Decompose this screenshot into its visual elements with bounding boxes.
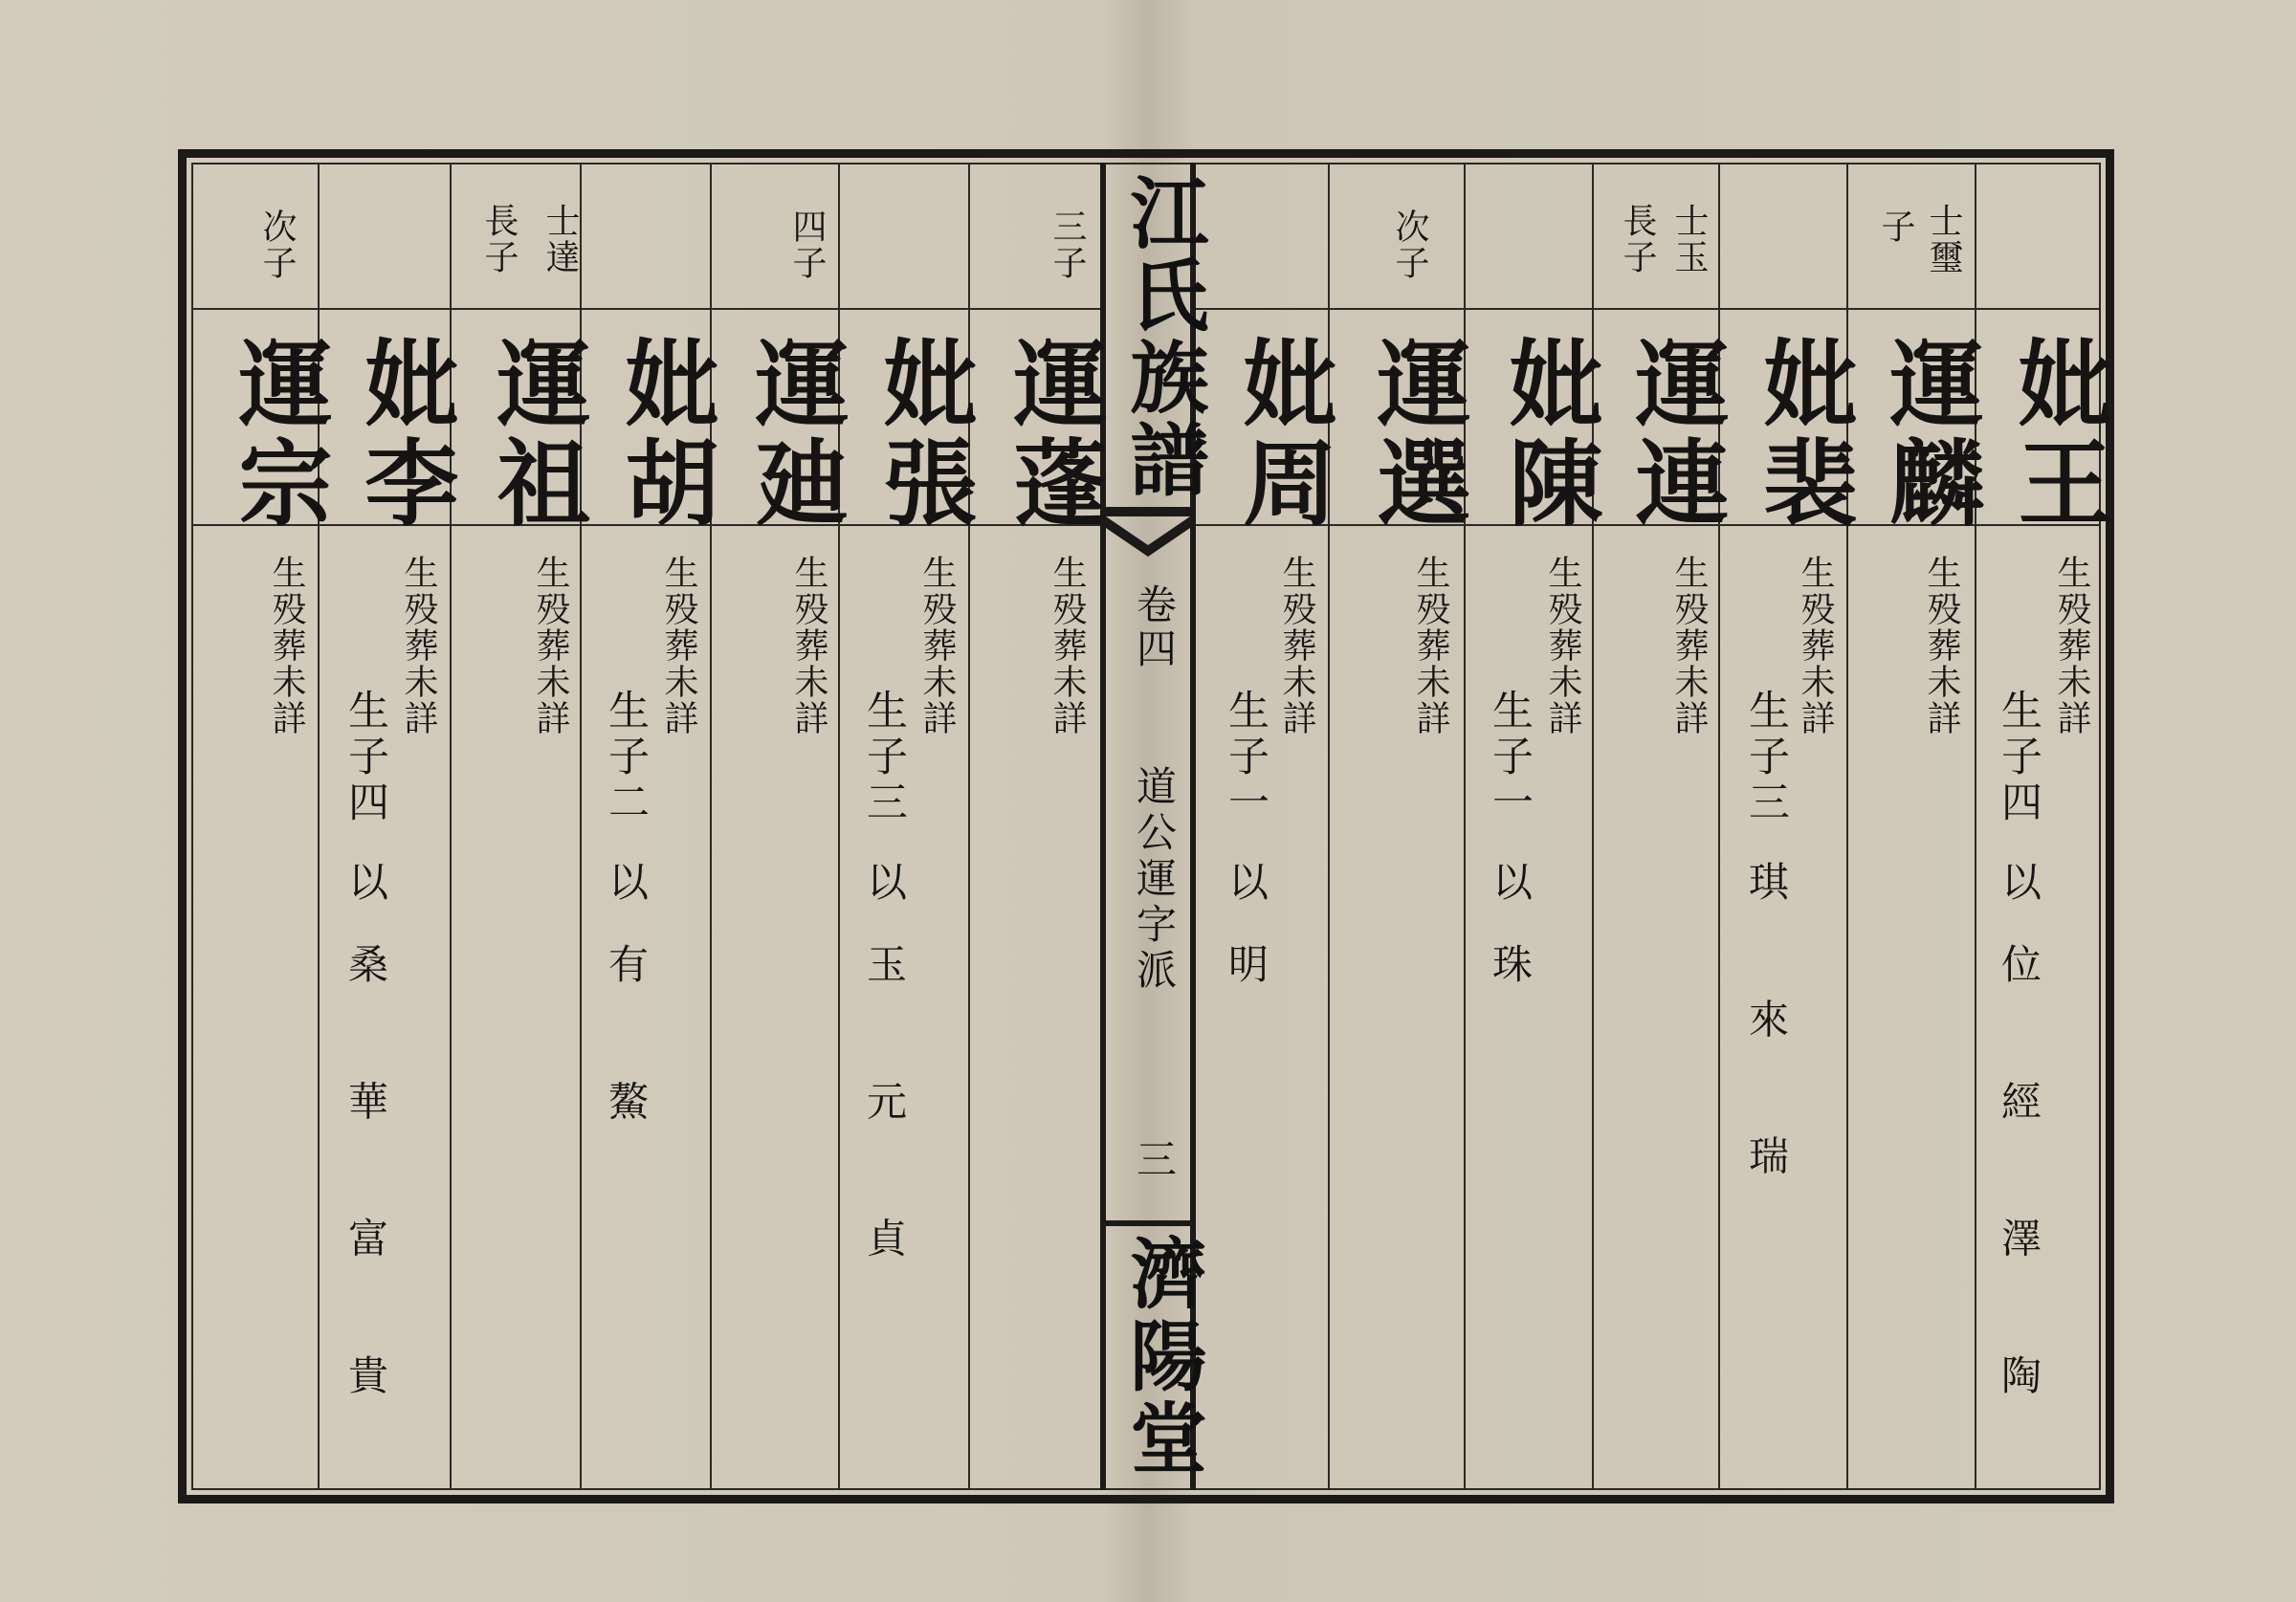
volume-label: 卷四 xyxy=(1131,583,1178,671)
relation: 次子 xyxy=(1390,208,1429,281)
spouse-name: 妣陳 xyxy=(1493,335,1603,534)
son-count: 生子三 xyxy=(1742,689,1790,826)
life-record: 生殁葬未詳 xyxy=(1277,555,1316,736)
relation: 長子 xyxy=(479,203,519,275)
spouse-name: 妣裴 xyxy=(1748,335,1858,534)
son-names: 以位 經 澤 陶 xyxy=(1996,861,2042,1437)
life-record: 生殁葬未詳 xyxy=(531,555,570,736)
spouse-name: 妣胡 xyxy=(609,335,719,534)
hall-name: 濟陽堂 xyxy=(1117,1234,1207,1481)
person-name: 運連 xyxy=(1620,335,1730,534)
hall-rule xyxy=(1100,1220,1196,1226)
son-count: 生子四 xyxy=(1995,689,2042,826)
relation: 次子 xyxy=(257,208,297,281)
person-name: 運麟 xyxy=(1874,335,1984,534)
life-record: 生殁葬未詳 xyxy=(1922,555,1961,736)
person-name: 運宗 xyxy=(223,335,333,534)
son-count: 生子一 xyxy=(1222,689,1269,826)
life-record: 生殁葬未詳 xyxy=(1048,555,1087,736)
book-title: 江氏族譜 xyxy=(1117,172,1209,501)
person-name: 運廸 xyxy=(740,335,850,534)
relation: 三子 xyxy=(1048,208,1087,281)
father-name: 士璽 xyxy=(1924,203,1963,275)
life-record: 生殁葬未詳 xyxy=(1669,555,1709,736)
son-names: 琪 來 瑞 xyxy=(1743,861,1790,1218)
father-name: 士達 xyxy=(541,203,580,275)
relation: 四子 xyxy=(787,208,827,281)
son-count: 生子一 xyxy=(1486,689,1534,826)
header-rule-right xyxy=(1196,308,2101,310)
spouse-name: 妣周 xyxy=(1227,335,1337,534)
son-count: 生子四 xyxy=(342,689,389,826)
page-number: 三 xyxy=(1131,1138,1178,1178)
relation: 長子 xyxy=(1618,203,1657,275)
spouse-name: 妣王 xyxy=(2002,335,2112,534)
person-name: 運祖 xyxy=(481,335,591,534)
son-names: 以珠 xyxy=(1487,861,1534,1025)
son-count: 生子二 xyxy=(602,689,650,826)
son-names: 以有 鰲 xyxy=(603,861,650,1163)
life-record: 生殁葬未詳 xyxy=(659,555,698,736)
life-record: 生殁葬未詳 xyxy=(1543,555,1582,736)
life-record: 生殁葬未詳 xyxy=(399,555,438,736)
son-names: 以明 xyxy=(1223,861,1269,1025)
son-names: 以桑 華 富 貴 xyxy=(342,861,389,1437)
header-rule-left xyxy=(191,308,1100,310)
father-name: 士玉 xyxy=(1669,203,1709,275)
life-record: 生殁葬未詳 xyxy=(789,555,828,736)
person-name: 運選 xyxy=(1361,335,1471,534)
life-record: 生殁葬未詳 xyxy=(1796,555,1835,736)
branch-label: 道公運字派 xyxy=(1131,765,1178,995)
son-count: 生子三 xyxy=(860,689,908,826)
life-record: 生殁葬未詳 xyxy=(2052,555,2091,736)
life-record: 生殁葬未詳 xyxy=(917,555,957,736)
spouse-name: 妣李 xyxy=(349,335,459,534)
relation: 子 xyxy=(1876,208,1915,245)
spouse-name: 妣張 xyxy=(868,335,978,534)
son-names: 以玉 元 貞 xyxy=(861,861,908,1300)
life-record: 生殁葬未詳 xyxy=(1411,555,1450,736)
person-name: 運蓬 xyxy=(998,335,1108,534)
life-record: 生殁葬未詳 xyxy=(267,555,306,736)
